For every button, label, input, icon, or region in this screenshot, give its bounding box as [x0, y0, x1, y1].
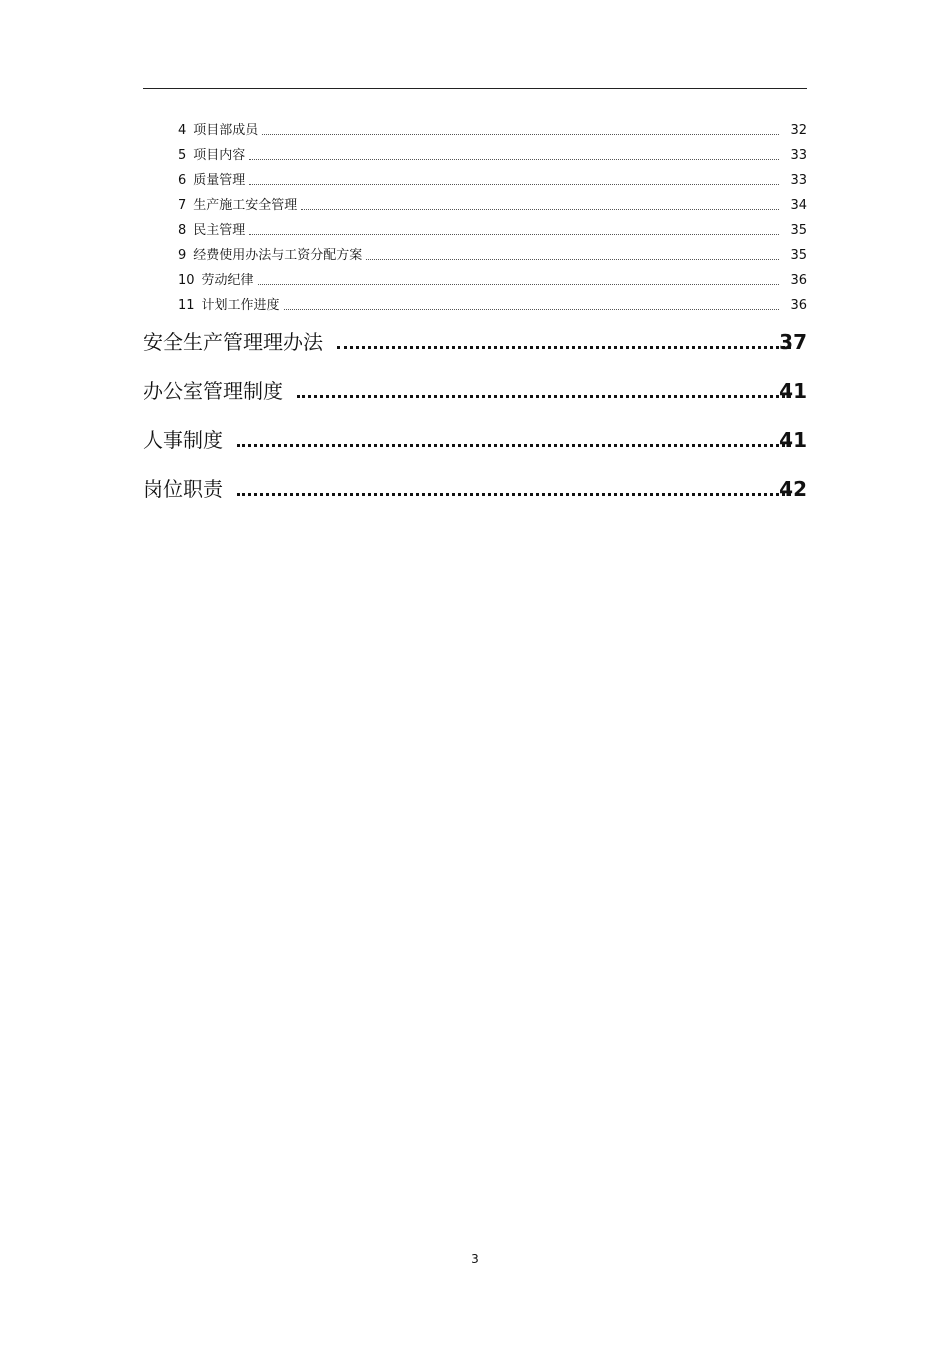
toc-entry-title: 经费使用办法与工资分配方案 [193, 248, 363, 263]
toc-chapter-entry[interactable] [143, 465, 807, 514]
toc-entry-title: 计划工作进度 [201, 298, 280, 313]
toc-entry-page: 36 [790, 273, 807, 288]
toc-entry[interactable] [143, 168, 807, 193]
dot-leader [301, 209, 779, 210]
page-number: 3 [471, 1252, 479, 1266]
toc-entry-number: 7 [178, 198, 187, 213]
toc-entry-page: 36 [790, 298, 807, 313]
toc-entry-page: 35 [790, 223, 807, 238]
toc-chapter-page: 41 [779, 379, 807, 403]
dot-leader [337, 346, 791, 349]
toc-chapter-title: 办公室管理制度 [143, 379, 283, 403]
toc-entry-title: 质量管理 [193, 173, 246, 188]
toc-entry-title: 民主管理 [193, 223, 246, 238]
toc-entry-page: 35 [790, 248, 807, 263]
toc-chapter-page: 41 [779, 428, 807, 452]
toc-entry-title: 劳动纪律 [201, 273, 254, 288]
toc-entry-title: 生产施工安全管理 [193, 198, 298, 213]
toc-entry-number: 11 [178, 298, 195, 313]
dot-leader [237, 444, 791, 447]
toc-entry-number: 10 [178, 273, 195, 288]
toc-chapter-entry[interactable] [143, 367, 807, 416]
toc-chapter-entry[interactable] [143, 318, 807, 367]
toc-entry-title: 项目内容 [193, 148, 246, 163]
toc-entry-number: 6 [178, 173, 187, 188]
toc-chapter-page: 37 [779, 330, 807, 354]
dot-leader [262, 134, 779, 135]
dot-leader [249, 159, 779, 160]
toc-chapter-title: 安全生产管理理办法 [143, 330, 323, 354]
toc-entry[interactable] [143, 193, 807, 218]
dot-leader [284, 309, 779, 310]
table-of-contents [143, 118, 807, 514]
toc-entry-page: 33 [790, 148, 807, 163]
toc-entry-number: 8 [178, 223, 187, 238]
toc-entry-page: 33 [790, 173, 807, 188]
toc-entry-page: 32 [790, 123, 807, 138]
toc-entry[interactable] [143, 118, 807, 143]
toc-entry[interactable] [143, 218, 807, 243]
toc-chapter-entry[interactable] [143, 416, 807, 465]
toc-entry[interactable] [143, 293, 807, 318]
toc-entry-number: 4 [178, 123, 187, 138]
toc-entry[interactable] [143, 243, 807, 268]
header-rule [143, 88, 807, 89]
toc-entry-page: 34 [790, 198, 807, 213]
dot-leader [297, 395, 791, 398]
dot-leader [249, 234, 779, 235]
dot-leader [249, 184, 779, 185]
toc-chapter-title: 人事制度 [143, 428, 223, 452]
toc-entry[interactable] [143, 143, 807, 168]
toc-chapter-title: 岗位职责 [143, 477, 223, 501]
toc-chapter-page: 42 [779, 477, 807, 501]
toc-entry[interactable] [143, 268, 807, 293]
dot-leader [366, 259, 779, 260]
toc-entry-title: 项目部成员 [193, 123, 259, 138]
dot-leader [258, 284, 779, 285]
toc-entry-number: 9 [178, 248, 187, 263]
dot-leader [237, 493, 791, 496]
toc-entry-number: 5 [178, 148, 187, 163]
